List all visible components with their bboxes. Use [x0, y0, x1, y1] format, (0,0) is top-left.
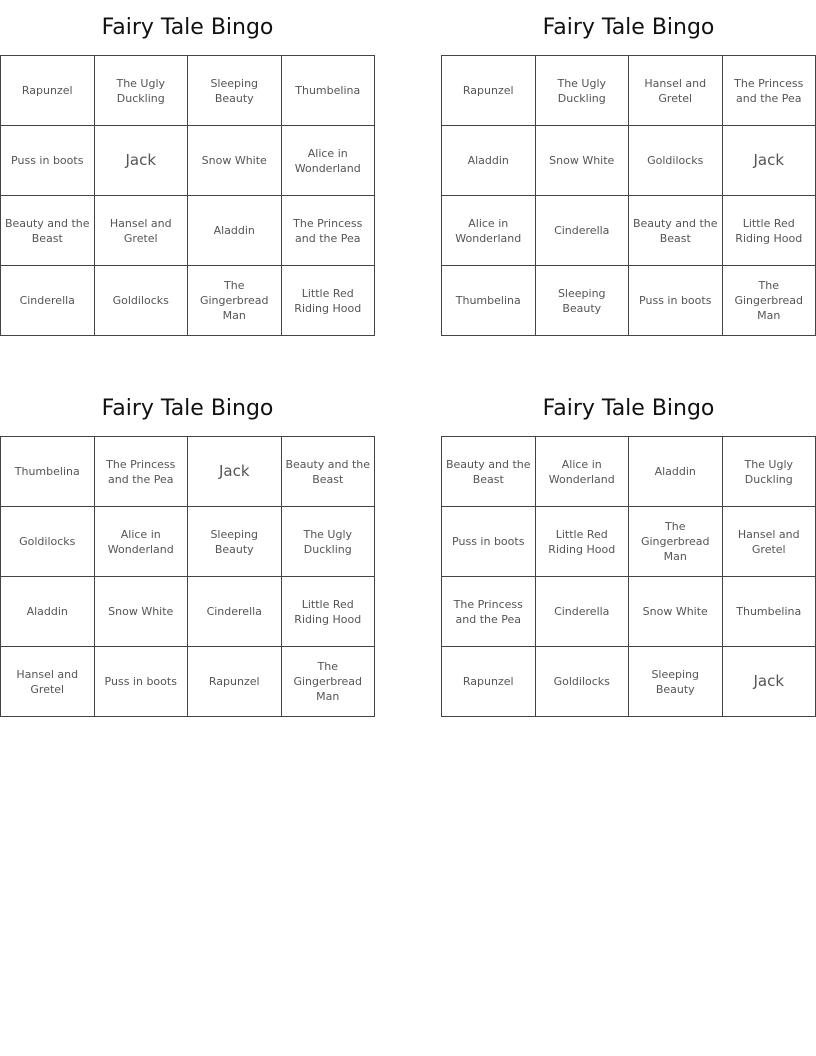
bingo-cell: Little Red Riding Hood	[723, 196, 816, 266]
bingo-cell: Goldilocks	[1, 507, 95, 577]
bingo-cell: Snow White	[95, 577, 189, 647]
bingo-cell: The Gingerbread Man	[282, 647, 376, 717]
bingo-cell: Puss in boots	[442, 507, 536, 577]
bingo-cell: Sleeping Beauty	[536, 266, 630, 336]
bingo-cell: The Gingerbread Man	[188, 266, 282, 336]
bingo-grid	[0, 436, 375, 717]
bingo-cell: The Princess and the Pea	[282, 196, 376, 266]
bingo-cell: The Ugly Duckling	[536, 56, 630, 126]
bingo-cell: Rapunzel	[442, 56, 536, 126]
bingo-cell: Rapunzel	[188, 647, 282, 717]
bingo-cell: The Gingerbread Man	[629, 507, 723, 577]
bingo-cell: Sleeping Beauty	[188, 56, 282, 126]
bingo-cell: Alice in Wonderland	[442, 196, 536, 266]
bingo-cell: Thumbelina	[442, 266, 536, 336]
bingo-cell: Goldilocks	[629, 126, 723, 196]
bingo-cell: The Gingerbread Man	[723, 266, 816, 336]
bingo-cell: Snow White	[188, 126, 282, 196]
bingo-cell: The Ugly Duckling	[282, 507, 376, 577]
card-title: Fairy Tale Bingo	[542, 15, 715, 40]
bingo-cell: Jack	[723, 126, 816, 196]
bingo-cell: Cinderella	[188, 577, 282, 647]
bingo-cell: Little Red Riding Hood	[282, 266, 376, 336]
card-title: Fairy Tale Bingo	[542, 396, 715, 421]
bingo-cell: Alice in Wonderland	[95, 507, 189, 577]
bingo-cell: Beauty and the Beast	[629, 196, 723, 266]
bingo-card	[441, 0, 816, 322]
bingo-cell: Puss in boots	[1, 126, 95, 196]
bingo-cell: The Princess and the Pea	[442, 577, 536, 647]
bingo-cell: Jack	[723, 647, 816, 717]
bingo-cell: The Princess and the Pea	[723, 56, 816, 126]
bingo-cell: Jack	[95, 126, 189, 196]
bingo-cell: Puss in boots	[629, 266, 723, 336]
bingo-cell: Hansel and Gretel	[629, 56, 723, 126]
bingo-cell: Goldilocks	[95, 266, 189, 336]
bingo-cell: Cinderella	[536, 196, 630, 266]
bingo-cell: Hansel and Gretel	[1, 647, 95, 717]
card-title: Fairy Tale Bingo	[101, 396, 274, 421]
bingo-cell: Cinderella	[536, 577, 630, 647]
bingo-cell: The Princess and the Pea	[95, 437, 189, 507]
bingo-cell: Beauty and the Beast	[442, 437, 536, 507]
bingo-cell: Rapunzel	[442, 647, 536, 717]
bingo-cell: Rapunzel	[1, 56, 95, 126]
bingo-cell: Sleeping Beauty	[188, 507, 282, 577]
bingo-cell: The Ugly Duckling	[723, 437, 816, 507]
bingo-cell: Snow White	[536, 126, 630, 196]
bingo-cell: Hansel and Gretel	[723, 507, 816, 577]
bingo-cell: Snow White	[629, 577, 723, 647]
bingo-cell: Thumbelina	[723, 577, 816, 647]
card-title: Fairy Tale Bingo	[101, 15, 274, 40]
bingo-cell: Puss in boots	[95, 647, 189, 717]
bingo-card	[441, 381, 816, 696]
bingo-cell: Jack	[188, 437, 282, 507]
bingo-cell: Thumbelina	[1, 437, 95, 507]
bingo-cell: Beauty and the Beast	[1, 196, 95, 266]
bingo-cell: Little Red Riding Hood	[536, 507, 630, 577]
bingo-grid	[0, 55, 375, 336]
bingo-cell: Aladdin	[188, 196, 282, 266]
bingo-grid	[441, 55, 816, 336]
bingo-cell: Sleeping Beauty	[629, 647, 723, 717]
bingo-cell: Goldilocks	[536, 647, 630, 717]
bingo-card	[0, 0, 375, 322]
bingo-cell: Thumbelina	[282, 56, 376, 126]
bingo-grid	[441, 436, 816, 717]
bingo-cell: Cinderella	[1, 266, 95, 336]
bingo-cell: Hansel and Gretel	[95, 196, 189, 266]
bingo-cell: Aladdin	[442, 126, 536, 196]
bingo-cell: Beauty and the Beast	[282, 437, 376, 507]
bingo-cell: Alice in Wonderland	[536, 437, 630, 507]
bingo-cell: The Ugly Duckling	[95, 56, 189, 126]
bingo-cell: Aladdin	[1, 577, 95, 647]
bingo-cell: Little Red Riding Hood	[282, 577, 376, 647]
bingo-card	[0, 381, 375, 703]
bingo-cell: Alice in Wonderland	[282, 126, 376, 196]
bingo-cell: Aladdin	[629, 437, 723, 507]
